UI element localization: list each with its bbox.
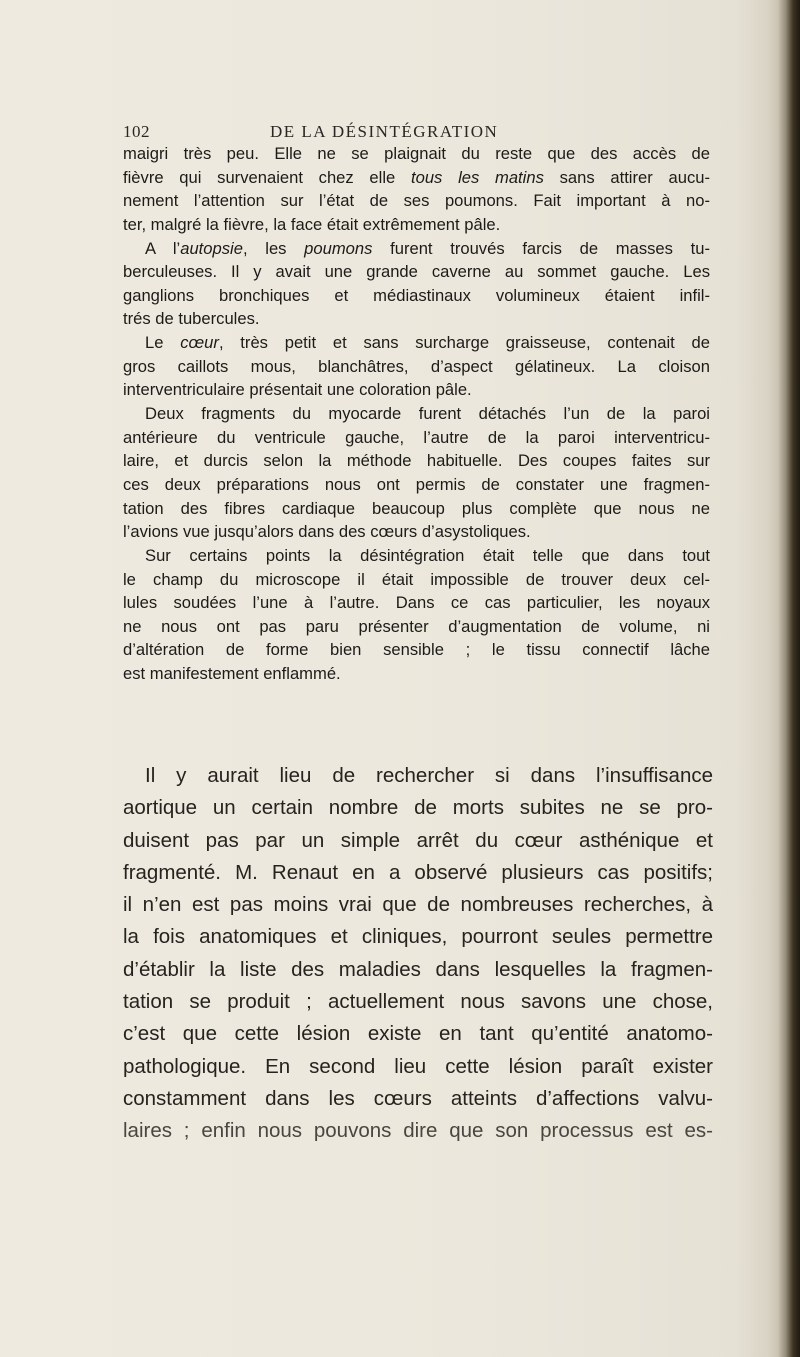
- text-line: nement l’attention sur l’état de ses poumons. Fait important à no-: [123, 191, 710, 211]
- text-line: la fois anatomiques et cliniques, pourront seules permettre: [123, 925, 713, 949]
- text-line: d’altération de forme bien sensible ; le tissu connectif lâche: [123, 640, 710, 660]
- text-line: pathologique. En second lieu cette lésion paraît exister: [123, 1054, 713, 1078]
- text-line: constamment dans les cœurs atteints d’affections valvu-: [123, 1086, 713, 1110]
- text-line: laires ; enfin nous pouvons dire que son processus est es-: [123, 1119, 713, 1143]
- text-line: duisent pas par un simple arrêt du cœur asthénique et: [123, 828, 713, 852]
- text-line: lules soudées l’une à l’autre. Dans ce cas particulier, les noyaux: [123, 593, 710, 613]
- text-line: l’avions vue jusqu’alors dans des cœurs d’asystoliques.: [123, 522, 531, 542]
- text-line: ne nous ont pas paru présenter d’augmentation de volume, ni: [123, 616, 710, 636]
- running-title: DE LA DÉSINTÉGRATION: [270, 122, 499, 141]
- text-line: aortique un certain nombre de morts subites ne se pro-: [123, 796, 713, 820]
- emphasis-text: autopsie: [180, 238, 243, 258]
- text-line: Sur certains points la désintégration était telle que dans tout: [145, 545, 710, 565]
- text-line: laire, et durcis selon la méthode habituelle. Des coupes faites sur: [123, 451, 710, 471]
- emphasis-text: poumons: [304, 238, 373, 258]
- text-line: d’établir la liste des maladies dans lesquelles la fragmen-: [123, 957, 713, 981]
- text-line: tation des fibres cardiaque beaucoup plus complète que nous ne: [123, 498, 710, 518]
- page-edge-shadow: [778, 0, 800, 1357]
- emphasis-text: tous les matins: [410, 167, 544, 187]
- text-line: tation se produit ; actuellement nous savons une chose,: [123, 990, 713, 1014]
- text-line: est manifestement enflammé.: [123, 664, 341, 684]
- large-print-paragraph: [123, 760, 713, 1148]
- text-line: Le cœur, très petit et sans surcharge graisseuse, contenait de: [145, 333, 710, 353]
- text-line: le champ du microscope il était impossible de trouver deux cel-: [123, 569, 710, 589]
- text-line: A l’autopsie, les poumons furent trouvés farcis de masses tu-: [145, 238, 710, 258]
- text-line: Il y aurait lieu de rechercher si dans l’insuffisance: [145, 764, 713, 787]
- page-number: 102: [123, 122, 150, 141]
- small-print-section: [123, 142, 710, 686]
- text-line: fragmenté. M. Renaut en a observé plusieurs cas positifs;: [123, 860, 713, 884]
- text-line: gros caillots mous, blanchâtres, d’aspect gélatineux. La cloison: [123, 356, 710, 376]
- text-line: antérieure du ventricule gauche, l’autre de la paroi interventricu-: [123, 427, 710, 447]
- text-line: c’est que cette lésion existe en tant qu’entité anatomo-: [123, 1022, 713, 1046]
- text-line: il n’en est pas moins vrai que de nombreuses recherches, à: [123, 893, 713, 917]
- text-line: ganglions bronchiques et médiastinaux volumineux étaient infil-: [123, 285, 710, 305]
- text-line: Deux fragments du myocarde furent détachés l’un de la paroi: [145, 404, 710, 424]
- text-line: fièvre qui survenaient chez elle tous les matins sans attirer aucu-: [123, 167, 711, 187]
- text-line: trés de tubercules.: [123, 309, 260, 329]
- text-line: ter, malgré la fièvre, la face était extrêmement pâle.: [123, 214, 501, 234]
- text-line: interventriculaire présentait une coloration pâle.: [123, 380, 472, 400]
- text-line: maigri très peu. Elle ne se plaignait du reste que des accès de: [123, 144, 710, 163]
- emphasis-text: cœur: [180, 333, 219, 353]
- text-line: ces deux préparations nous ont permis de constater une fragmen-: [123, 474, 710, 494]
- text-line: berculeuses. Il y avait une grande caverne au sommet gauche. Les: [123, 262, 710, 282]
